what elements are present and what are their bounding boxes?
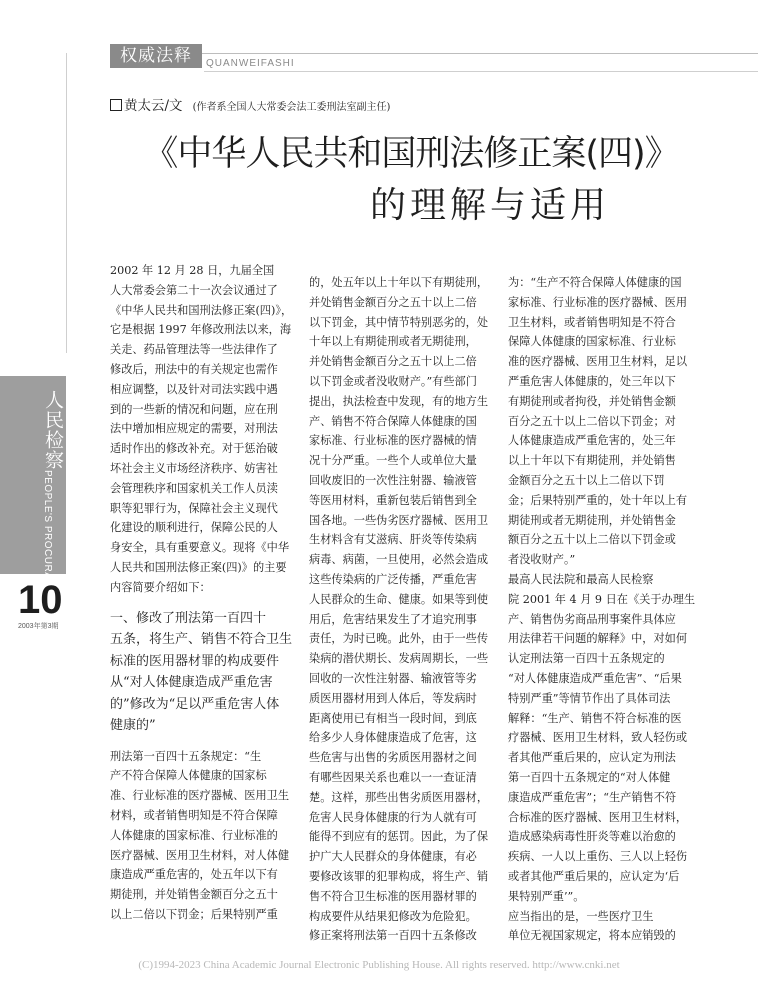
paragraph xyxy=(508,570,696,907)
paragraph xyxy=(508,273,686,570)
text-line: 院 2001 年 4 月 9 日在《关于办理生 xyxy=(508,592,696,606)
paragraph xyxy=(110,747,290,925)
text-line: 以上二倍以下罚金；后果特别严重 xyxy=(110,907,278,921)
text-line: 家标准、行业标准的医疗器械、医用 xyxy=(508,295,688,309)
text-line: 回收的一次性注射器、输液管等劣 xyxy=(309,671,477,685)
byline xyxy=(110,94,390,114)
text-line: 相应调整，以及针对司法实践中遇 xyxy=(110,382,278,396)
text-line: 额百分之五十以上二倍以下罚金或 xyxy=(508,533,676,547)
text-line: 的，处五年以上十年以下有期徒刑， xyxy=(309,276,489,289)
text-line: 病毒、病菌，一旦使用，必然会造成 xyxy=(309,553,489,567)
text-line: 关走、药品管理法等一些法律作了 xyxy=(110,343,278,357)
text-line: 百分之五十以上二倍以下罚金；对 xyxy=(508,414,676,428)
text-line: 染病的潜伏期长、发病周期长，一些 xyxy=(309,652,489,666)
text-line: 危害人民身体健康的行为人就有可 xyxy=(309,810,477,824)
paragraph xyxy=(110,261,293,598)
text-column-1 xyxy=(110,261,293,925)
text-line: 疾病、一人以上重伤、三人以上轻伤 xyxy=(508,850,688,864)
text-line: 到的一些新的情况和问题，应在刑 xyxy=(110,402,278,416)
text-line: 或者其他严重后果的，应认定为‘后 xyxy=(508,869,680,883)
text-line: 十年以上有期徒刑或者无期徒刑， xyxy=(309,335,477,349)
text-line: 保障人体健康的国家标准、行业标 xyxy=(508,335,676,349)
text-line: 准、行业标准的医疗器械、医用卫生 xyxy=(110,789,290,803)
text-line: 特别严重”等情节作出了具体司法 xyxy=(508,691,671,705)
text-line: 合标准的医疗器械、医用卫生材料， xyxy=(508,810,688,824)
text-line: 康造成严重危害”；“生产销售不符 xyxy=(508,790,677,804)
text-line: 金；后果特别严重的，处十年以上有 xyxy=(508,493,688,507)
text-line: 回收废旧的一次性注射器、输液管 xyxy=(309,473,477,487)
text-line: 认定刑法第一百四十五条规定的 xyxy=(508,652,665,666)
text-line: 人大常委会第二十一次会议通过了 xyxy=(110,283,278,297)
text-line: 人体健康的国家标准、行业标准的 xyxy=(110,828,278,842)
text-line: 法中增加相应规定的需要，对刑法 xyxy=(110,422,278,436)
text-line: 生材料含有艾滋病、肝炎等传染病 xyxy=(309,533,477,547)
text-line: 《中华人民共和国刑法修正案(四)》， xyxy=(110,303,293,317)
text-line: 况十分严重。一些个人或单位大量 xyxy=(309,454,477,468)
text-column-2 xyxy=(309,273,487,946)
text-line: 楚。这样，那些出售劣质医用器材， xyxy=(309,790,489,804)
text-line: 修改后，刑法中的有关规定也需作 xyxy=(110,362,278,376)
margin-rule xyxy=(66,53,67,353)
text-line: 适时作出的修改补充。对于惩治破 xyxy=(110,442,278,456)
text-line: 产、销售不符合保障人体健康的国 xyxy=(309,414,477,428)
text-line: 准的医疗器械、医用卫生材料，足以 xyxy=(508,355,688,369)
text-line: 能得不到应有的惩罚。因此，为了保 xyxy=(309,830,489,844)
text-line: 护广大人民群众的身体健康，有必 xyxy=(309,850,477,864)
issue-label: 2003年第3期 xyxy=(18,623,59,630)
text-line: 职等犯罪行为，保障社会主义现代 xyxy=(110,501,278,515)
text-line: 责任，为时已晚。此外，由于一些传 xyxy=(309,632,489,646)
text-line: 有哪些因果关系也难以一一查证清 xyxy=(309,770,477,784)
text-line: 些危害与出售的劣质医用器材之间 xyxy=(309,751,477,765)
text-line: 质医用器材用到人体后，等发病时 xyxy=(309,691,477,705)
text-line: 家标准、行业标准的医疗器械的情 xyxy=(309,434,477,448)
text-line: 的”修改为“足以严重危害人体 xyxy=(110,696,280,712)
text-line: 造成感染病毒性肝炎等难以治愈的 xyxy=(508,830,676,844)
journal-name: 人民检察 xyxy=(42,390,64,470)
paragraph xyxy=(309,273,487,946)
text-line: 以下罚金或者没收财产。”有些部门 xyxy=(309,374,477,388)
text-line: 会管理秩序和国家机关工作人员渎 xyxy=(110,481,278,495)
section-tag-pinyin: QUANWEIFASHI xyxy=(206,58,295,69)
text-line: 材料，或者销售明知是不符合保障 xyxy=(110,808,278,822)
text-line: 单位无视国家规定，将本应销毁的 xyxy=(508,929,676,943)
text-line: 坏社会主义市场经济秩序、妨害社 xyxy=(110,461,278,475)
text-line: 从“对人体健康造成严重危害 xyxy=(110,675,273,691)
text-line: 人民共和国刑法修正案(四)》的主要 xyxy=(110,560,287,574)
text-line: 给多少人身体健康造成了危害，这 xyxy=(309,731,477,745)
text-line: 最高人民法院和最高人民检察 xyxy=(508,572,654,586)
text-line: 者其他严重后果的，应认定为刑法 xyxy=(508,751,676,765)
text-line: 修正案将刑法第一百四十五条修改 xyxy=(309,929,477,943)
text-line: 身安全，具有重要意义。现将《中华 xyxy=(110,541,290,555)
text-line: 五条，将生产、销售不符合卫生 xyxy=(110,632,293,648)
text-line: 医疗器械、医用卫生材料，对人体健 xyxy=(110,848,290,862)
text-line: 要修改该罪的犯罪构成，将生产、销 xyxy=(309,869,489,883)
paragraph xyxy=(508,907,686,947)
text-line: 有期徒刑或者拘役，并处销售金额 xyxy=(508,394,676,408)
text-line: 解释：“生产、销售不符合标准的医 xyxy=(508,711,682,725)
square-bullet-icon xyxy=(110,99,122,111)
text-line: 用法律若干问题的解释》中，对如何 xyxy=(508,632,688,646)
text-line: 果特别严重’”。 xyxy=(508,889,585,903)
section-tag: 权威法释 xyxy=(110,44,202,68)
text-line: 健康的” xyxy=(110,718,156,734)
text-line: 一、修改了刑法第一百四十 xyxy=(110,610,267,626)
text-line: 距离使用已有相当一段时间，到底 xyxy=(309,711,477,725)
text-line: 标准的医用器材罪的构成要件 xyxy=(110,653,280,669)
author-note: (作者系全国人大常委会法工委刑法室副主任) xyxy=(192,102,391,113)
text-line: 人民群众的生命、健康。如果等到使 xyxy=(309,592,489,606)
text-line: 提出，执法检查中发现，有的地方生 xyxy=(309,394,489,408)
page-number: 10 xyxy=(18,578,63,622)
copyright-footer: (C)1994-2023 China Academic Journal Electronic Publishing House. All rights reserved. http://www.cnki.net xyxy=(138,959,620,971)
text-line: 内容简要介绍如下： xyxy=(110,580,211,594)
text-line: 期徒刑，并处销售金额百分之五十 xyxy=(110,888,278,902)
text-line: 并处销售金额百分之五十以上二倍 xyxy=(309,355,477,369)
text-line: 严重危害人体健康的，处三年以下 xyxy=(508,374,676,388)
header-rule xyxy=(110,53,758,54)
section-heading xyxy=(110,608,293,737)
text-line: 以上十年以下有期徒刑，并处销售 xyxy=(508,454,676,468)
text-line: 康造成严重危害的，处五年以下有 xyxy=(110,868,278,882)
text-line: 它是根据 1997 年修改刑法以来，海 xyxy=(110,323,292,337)
author: 黄太云/文 xyxy=(124,98,183,114)
text-line: 2002 年 12 月 28 日，九届全国 xyxy=(110,264,275,277)
text-line: 这些传染病的广泛传播，严重危害 xyxy=(309,572,477,586)
text-line: 用后，危害结果发生了才追究刑事 xyxy=(309,612,477,626)
article-subtitle: 的理解与适用 xyxy=(370,185,611,226)
text-line: 产不符合保障人体健康的国家标 xyxy=(110,769,267,783)
text-line: 金额百分之五十以上二倍以下罚 xyxy=(508,473,665,487)
text-line: 以下罚金，其中情节特别恶劣的，处 xyxy=(309,315,489,329)
text-line: 等医用材料，重新包装后销售到全 xyxy=(309,493,477,507)
text-line: 期徒刑或者无期徒刑，并处销售金 xyxy=(508,513,676,527)
text-line: 刑法第一百四十五条规定：“生 xyxy=(110,749,262,763)
text-line: 为：“生产不符合保障人体健康的国 xyxy=(508,276,682,289)
text-line: 产、销售伪劣商品刑事案件具体应 xyxy=(508,612,676,626)
article-title: 《中华人民共和国刑法修正案(四)》 xyxy=(143,134,679,174)
text-line: 并处销售金额百分之五十以上二倍 xyxy=(309,295,477,309)
text-line: 售不符合卫生标准的医用器材罪的 xyxy=(309,889,477,903)
header-underline xyxy=(204,71,758,72)
text-line: 人体健康造成严重危害的，处三年 xyxy=(508,434,676,448)
text-line: 第一百四十五条规定的“对人体健 xyxy=(508,770,671,784)
text-line: 应当指出的是，一些医疗卫生 xyxy=(508,909,654,923)
text-line: 构成要件从结果犯修改为危险犯。 xyxy=(309,909,477,923)
text-column-3 xyxy=(508,273,696,946)
text-line: 疗器械、医用卫生材料，致人轻伤或 xyxy=(508,731,688,745)
text-line: 国各地。一些伪劣医疗器械、医用卫 xyxy=(309,513,489,527)
text-line: 化建设的顺利进行，保障公民的人 xyxy=(110,521,278,535)
journal-english-name: PEOPLE'S PROCURATORIAL MONTHLY xyxy=(42,470,53,673)
text-line: 者没收财产。” xyxy=(508,553,576,567)
text-line: 卫生材料，或者销售明知是不符合 xyxy=(508,315,676,329)
text-line: “对人体健康造成严重危害”、“后果 xyxy=(508,671,682,685)
